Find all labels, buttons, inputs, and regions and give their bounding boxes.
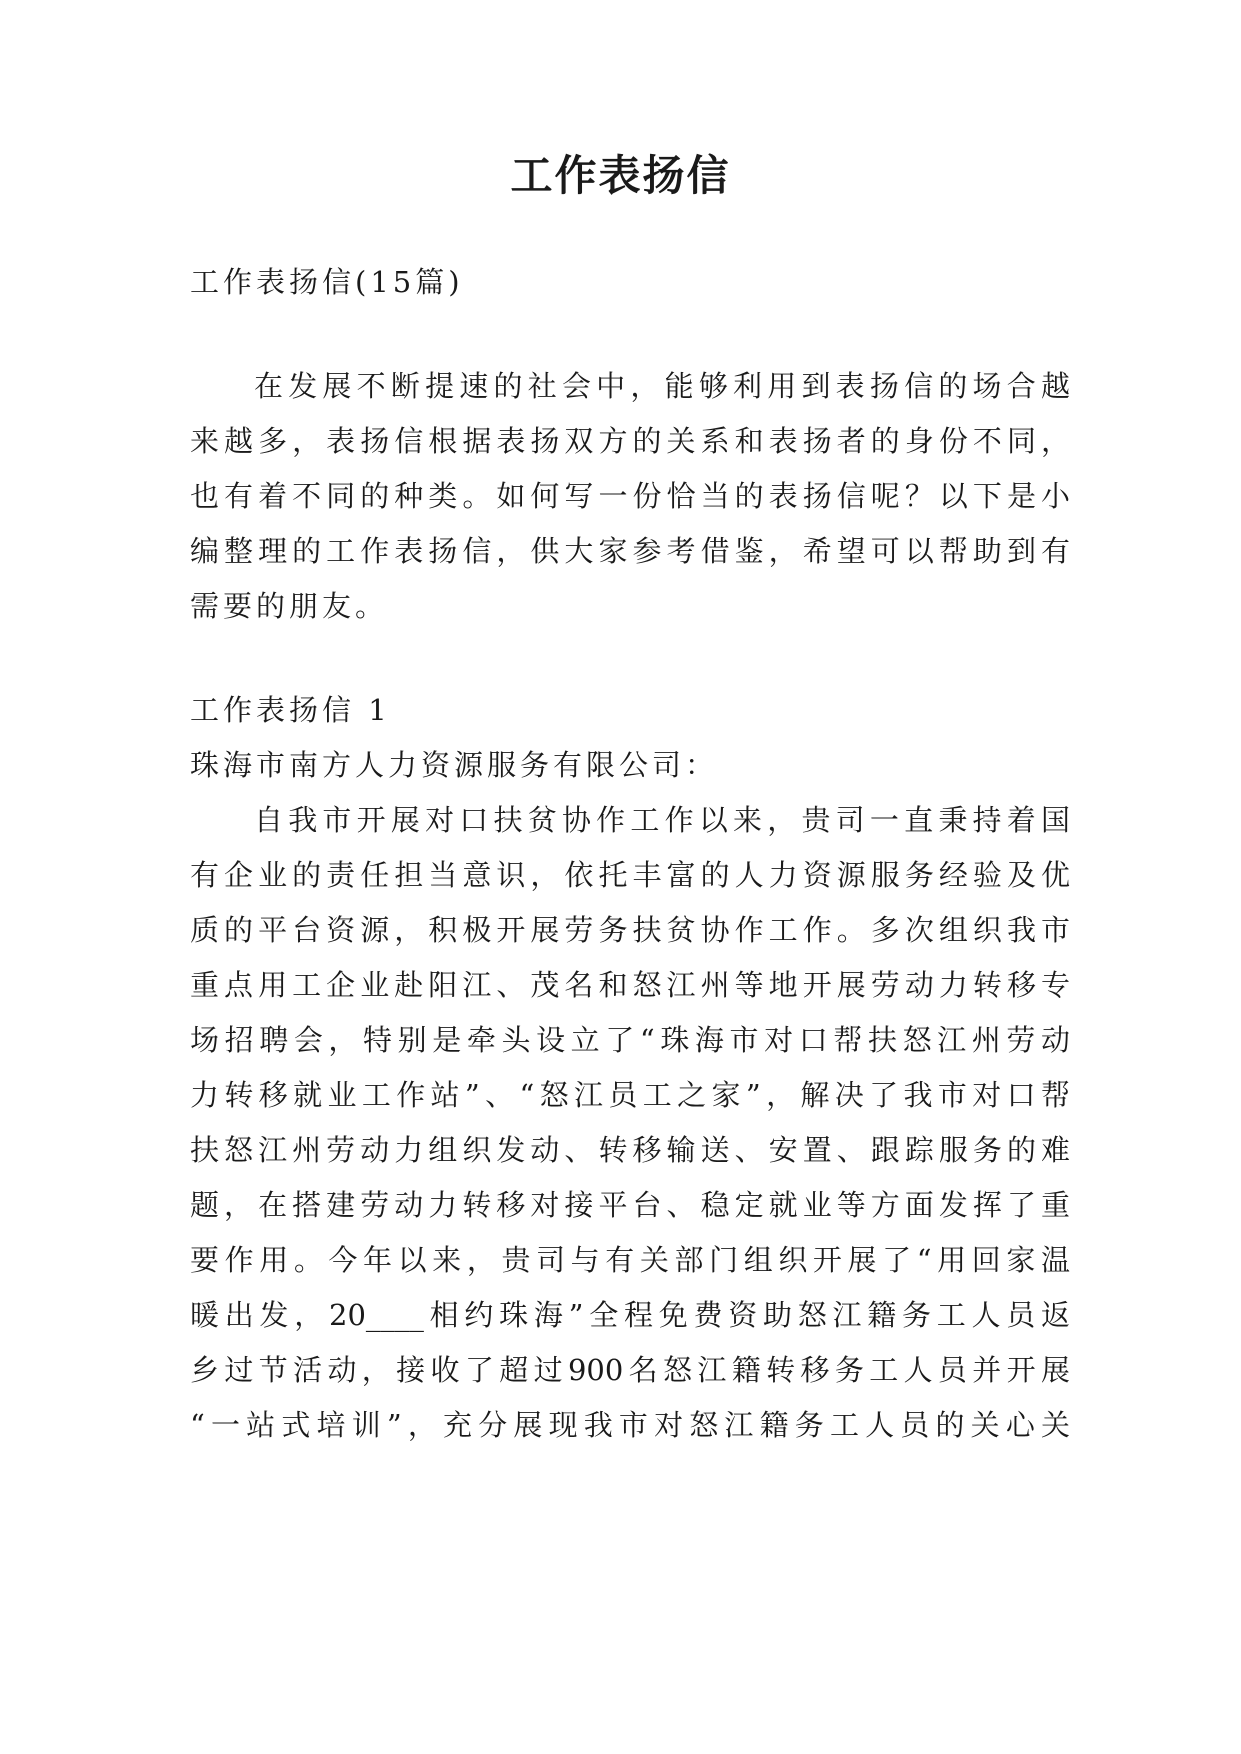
body-line: 重点用工企业赴阳江、茂名和怒江州等地开展劳动力转移专 bbox=[190, 968, 1070, 1002]
document-title: 工作表扬信 bbox=[510, 151, 731, 200]
body-line: 场招聘会，特别是牵头设立了“珠海市对口帮扶怒江州劳动 bbox=[190, 1023, 1070, 1057]
body-line: 质的平台资源，积极开展劳务扶贫协作工作。多次组织我市 bbox=[190, 913, 1070, 947]
body-line: 乡过节活动，接收了超过900名怒江籍转移务工人员并开展 bbox=[190, 1353, 1070, 1387]
body-line: 有企业的责任担当意识，依托丰富的人力资源服务经验及优 bbox=[190, 858, 1070, 892]
letter-recipient: 珠海市南方人力资源服务有限公司： bbox=[190, 748, 719, 782]
intro-line: 编整理的工作表扬信，供大家参考借鉴，希望可以帮助到有 bbox=[190, 534, 1070, 568]
body-line: 力转移就业工作站”、“怒江员工之家”，解决了我市对口帮 bbox=[190, 1078, 1070, 1112]
section-heading: 工作表扬信 1 bbox=[190, 693, 391, 727]
body-line: 自我市开展对口扶贫协作工作以来，贵司一直秉持着国 bbox=[254, 803, 1070, 837]
intro-line: 在发展不断提速的社会中，能够利用到表扬信的场合越 bbox=[254, 369, 1070, 403]
body-line: 题，在搭建劳动力转移对接平台、稳定就业等方面发挥了重 bbox=[190, 1188, 1070, 1222]
intro-line: 也有着不同的种类。如何写一份恰当的表扬信呢？以下是小 bbox=[190, 479, 1070, 513]
body-line: 暖出发，20____相约珠海”全程免费资助怒江籍务工人员返 bbox=[190, 1298, 1070, 1332]
intro-line: 来越多，表扬信根据表扬双方的关系和表扬者的身份不同， bbox=[190, 424, 1070, 458]
body-line: 要作用。今年以来，贵司与有关部门组织开展了“用回家温 bbox=[190, 1243, 1070, 1277]
intro-line: 需要的朋友。 bbox=[190, 589, 389, 623]
body-line: “一站式培训”，充分展现我市对怒江籍务工人员的关心关 bbox=[190, 1408, 1070, 1442]
document-subtitle: 工作表扬信(15篇) bbox=[190, 265, 464, 299]
body-line: 扶怒江州劳动力组织发动、转移输送、安置、跟踪服务的难 bbox=[190, 1133, 1070, 1167]
